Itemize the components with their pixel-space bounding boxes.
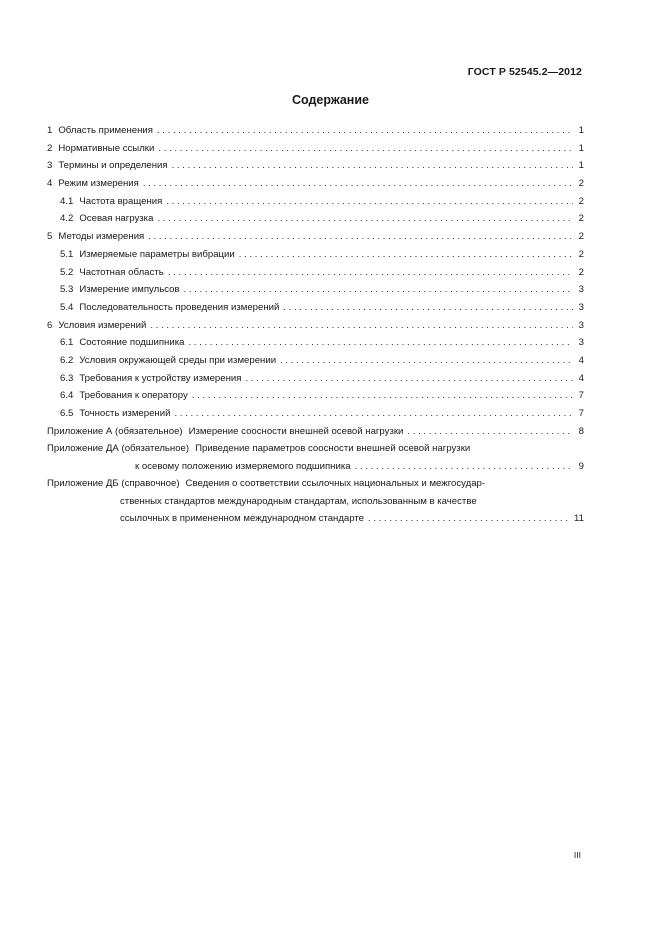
toc-entry-number: 3 — [47, 160, 53, 172]
page-title: Содержание — [291, 93, 369, 107]
toc-entry-label: Точность измерений — [79, 408, 171, 419]
toc-entry-page: 3 — [578, 337, 584, 349]
toc-entry — [47, 405, 584, 423]
toc-entry-number: 5.4 — [60, 301, 74, 313]
leader-dots — [192, 387, 573, 405]
toc-entry-number: 1 — [47, 125, 53, 136]
appendix-db-page: 11 — [574, 513, 584, 525]
toc-entry — [47, 264, 584, 282]
toc-entry-page: 3 — [578, 284, 584, 296]
leader-dots — [280, 352, 573, 370]
toc-entry-label: Состояние подшипника — [79, 337, 185, 349]
toc-entry-label: Осевая нагрузка — [79, 213, 154, 225]
toc-entry — [47, 281, 584, 299]
toc-entry-page: 7 — [578, 390, 584, 402]
leader-dots — [150, 317, 573, 335]
leader-dots — [184, 281, 573, 299]
appendix-db-title-line3: ссылочных в примененном международном стандарте — [120, 513, 365, 525]
toc-entry-label: Последовательность проведения измерений — [79, 301, 280, 313]
appendix-da — [47, 440, 584, 475]
toc-entry-number: 5.2 — [60, 266, 74, 278]
toc-entry-label: Частота вращения — [79, 195, 163, 207]
toc-entry-number: 4.1 — [60, 195, 74, 207]
appendix-db-title-line2: ственных стандартов международным стандартам, использованным в качестве — [120, 495, 477, 507]
toc-entry-page: 2 — [578, 178, 584, 190]
toc-entry — [47, 334, 584, 352]
appendix-da-title-line2: к осевому положению измеряемого подшипника — [135, 460, 351, 472]
appendix-a-title: Измерение соосности внешней осевой нагрузки — [188, 425, 404, 437]
toc-entry-number: 4.2 — [60, 213, 74, 225]
toc-entry-number: 6.4 — [60, 390, 74, 402]
appendix-da-page: 9 — [578, 460, 584, 472]
toc-entry-label: Условия измерений — [58, 319, 147, 331]
leader-dots — [172, 157, 573, 175]
appendix-a-page: 8 — [578, 425, 584, 437]
toc-entry-page: 2 — [578, 248, 584, 260]
leader-dots — [355, 458, 573, 476]
leader-dots — [157, 122, 573, 140]
leader-dots — [188, 334, 573, 352]
leader-dots — [158, 140, 573, 158]
appendix-da-prefix: Приложение ДА (обязательное) — [47, 443, 190, 455]
toc-entry-number: 6 — [47, 319, 53, 331]
leader-dots — [148, 228, 573, 246]
appendix-db-title-line1: Сведения о соответствии ссылочных национальных и межгосудар- — [185, 478, 486, 490]
toc-entry — [47, 140, 584, 158]
toc-entry — [47, 228, 584, 246]
toc-entry — [47, 352, 584, 370]
leader-dots — [239, 246, 573, 264]
toc-entry — [47, 122, 584, 140]
appendix-a-prefix: Приложение А (обязательное) — [47, 425, 183, 437]
toc-entry-label: Область применения — [58, 125, 153, 136]
page-number: III — [573, 850, 581, 860]
toc-entry — [47, 299, 584, 317]
leader-dots — [168, 264, 573, 282]
toc-entry-page: 4 — [578, 354, 584, 366]
toc-entry — [47, 387, 584, 405]
toc-entry-page: 3 — [578, 319, 584, 331]
document-code: ГОСТ Р 52545.2—2012 — [467, 66, 582, 78]
toc-entry-page: 2 — [578, 266, 584, 278]
toc-entry-label: Условия окружающей среды при измерении — [79, 354, 277, 366]
toc-entry-label: Требования к устройству измерения — [79, 372, 242, 384]
toc-entry-number: 5 — [47, 231, 53, 243]
leader-dots — [368, 510, 571, 528]
toc-entry-label: Термины и определения — [58, 160, 168, 172]
toc-entry-number: 6.2 — [60, 354, 74, 366]
appendix-a — [47, 423, 584, 441]
toc-entry-number: 2 — [47, 142, 53, 154]
leader-dots — [143, 175, 573, 193]
toc-entry-number: 5.1 — [60, 248, 74, 260]
toc-entry-page: 4 — [578, 372, 584, 384]
toc-entry — [47, 370, 584, 388]
leader-dots — [157, 210, 573, 228]
toc-entry-label: Режим измерения — [58, 178, 139, 190]
toc-entry-page: 1 — [578, 125, 584, 136]
toc-entry — [47, 317, 584, 335]
leader-dots — [407, 423, 573, 441]
toc-entry-label: Частотная область — [79, 266, 164, 278]
leader-dots — [245, 370, 573, 388]
toc-entry-label: Измерение импульсов — [79, 284, 180, 296]
leader-dots — [174, 405, 573, 423]
toc-entry-label: Методы измерения — [58, 231, 145, 243]
toc-entry-page: 2 — [578, 231, 584, 243]
toc-entry — [47, 210, 584, 228]
table-of-contents — [47, 122, 584, 528]
toc-entry-number: 5.3 — [60, 284, 74, 296]
toc-entry-page: 1 — [578, 160, 584, 172]
toc-entry — [47, 193, 584, 211]
toc-entry — [47, 246, 584, 264]
leader-dots — [166, 193, 573, 211]
toc-entry — [47, 157, 584, 175]
toc-entry-page: 3 — [578, 301, 584, 313]
toc-entry-page: 2 — [578, 195, 584, 207]
toc-entry-page: 1 — [578, 142, 584, 154]
toc-entry-number: 6.1 — [60, 337, 74, 349]
toc-entry-number: 6.3 — [60, 372, 74, 384]
toc-entry-label: Нормативные ссылки — [58, 142, 155, 154]
toc-entry-number: 4 — [47, 178, 53, 190]
appendix-db — [47, 475, 584, 528]
appendix-da-title-line1: Приведение параметров соосности внешней осевой нагрузки — [195, 443, 471, 455]
toc-entry-label: Измеряемые параметры вибрации — [79, 248, 235, 260]
toc-entry-label: Требования к оператору — [79, 390, 188, 402]
leader-dots — [283, 299, 573, 317]
toc-entry-page: 7 — [578, 408, 584, 419]
toc-entry — [47, 175, 584, 193]
toc-entry-page: 2 — [578, 213, 584, 225]
toc-entry-number: 6.5 — [60, 408, 74, 419]
appendix-db-prefix: Приложение ДБ (справочное) — [47, 478, 180, 490]
